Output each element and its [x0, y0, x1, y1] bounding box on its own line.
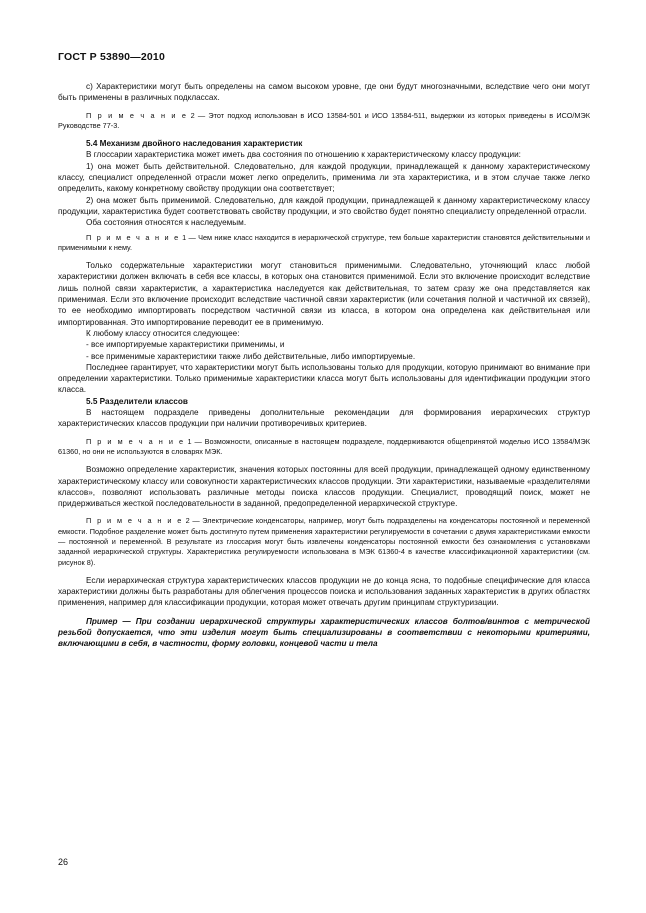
example-text: Пример — При создании иерархической структуры характеристических классов болтов/винтов с метрической резьбой допускается, что эти изделия могут быть специализированы в соответствии с некоторыми критериями, включающими в себя, в частности, форму головки, концевой части и тела — [58, 616, 590, 649]
note-1-hierarchy — [58, 233, 590, 254]
note-label: П р и м е ч а н и е — [86, 516, 183, 526]
note-text: 2 — Этот подход использован в ИСО 13584-501 и ИСО 13584-511, выдержки из которых приведены в ИСО/МЭК Руководстве 77-3. — [58, 110, 590, 130]
paragraph: Оба состояния относятся к наследуемым. — [86, 218, 247, 228]
paragraph: Последнее гарантирует, что характеристики могут быть использованы только для продукции, которую принимают во внимание при определении характеристики. Только применимые характеристики класса могут быть использованы для идентификации продукции этого класса. — [58, 362, 590, 395]
section-5-5-heading: 5.5 Разделители классов — [86, 396, 188, 406]
note-2-iso — [58, 111, 590, 132]
note-text: 1 — Возможности, описанные в настоящем подразделе, поддерживаются общепринятой моделью ИСО 13584/МЭК 61360, но они не используются в словарях МЭК. — [58, 436, 591, 456]
note-2-capacitors — [58, 516, 590, 567]
paragraph: В настоящем подразделе приведены дополнительные рекомендации для формирования иерархических структур характеристических классов продукции при наличии противоречивых критериев. — [58, 408, 590, 429]
note-label: П р и м е ч а н и е — [86, 436, 185, 446]
list-item-2: 2) она может быть применимой. Следовательно, для каждой продукции, принадлежащей к данному характеристическому классу продукции, характеристика будет соответствовать свойству продукции, и это свойство будет понятно специалисту определенной отрасли. — [58, 195, 590, 216]
note-1-model — [58, 437, 590, 458]
section-5-4-heading: 5.4 Механизм двойного наследования характеристик — [86, 139, 303, 149]
paragraph: К любому классу относится следующее: — [86, 328, 240, 338]
note-label: П р и м е ч а н и е — [86, 110, 188, 120]
list-item: - все применимые характеристики также либо действительные, либо импортируемые. — [86, 351, 416, 361]
note-text: 2 — Электрические конденсаторы, например, могут быть подразделены на конденсаторы постоянной и переменной емкости. Подобное разделение может быть достигнуто путем применения характеристики регулируемости в сочетании с двумя характеристиками емкости — постоянной и переменной. В результате из глоссария могут быть извлечены конденсаторы постоянной емкости без ознакомления с установками заданной иерархической структуры. Характеристика регулируемости использована в МЭК 61360-4 в качестве классификационной характеристики (см. рисунок 8). — [58, 516, 590, 567]
paragraph-c: с) Характеристики могут быть определены на самом высоком уровне, где они будут многозначными, вследствие чего они могут быть применены в различных подклассах. — [58, 82, 590, 103]
standard-header: ГОСТ Р 53890—2010 — [58, 51, 166, 63]
page-body — [58, 81, 590, 650]
paragraph: Только содержательные характеристики могут становиться применимыми. Следовательно, уточняющий класс любой характеристики должен включать в себя все классы, в которых она становится применимой. Если это включение происходит вследствие лишь полной связи характеристик, а характеристика наследуется как действительная, то затем сразу же она представляется как применимая. Если это включение происходит вследствие частичной связи характеристик (или сочетания полной и частичной их связей), то ее необходимо импортировать посредством частичной связи из класса, в котором она определена как действительная или импортированная. Это импортирование переводит ее в применимую. — [58, 261, 590, 327]
paragraph: Если иерархическая структура характеристических классов продукции не до конца ясна, то подобные специфические для класса характеристики должны быть разработаны для облегчения процессов поиска и использования заданных характеристик в других областях применения, например для классификации продукции, которая может отвечать другим принципам структуризации. — [58, 575, 590, 608]
list-item: - все импортируемые характеристики применимы, и — [86, 340, 285, 350]
list-item-1: 1) она может быть действительной. Следовательно, для каждой продукции, принадлежащей к данному характеристическому классу, специалист определенной отрасли может легко определить, применима ли эта характеристика, и в этом случае также легко определить, какому конкретному свойству продукции она соответствует; — [58, 161, 590, 194]
note-text: 1 — Чем ниже класс находится в иерархической структуре, тем больше характеристик становятся действительными и применимыми к нему. — [58, 232, 590, 252]
note-label: П р и м е ч а н и е — [86, 232, 180, 242]
paragraph: В глоссарии характеристика может иметь два состояния по отношению к характеристическому классу продукции: — [86, 150, 521, 160]
page-number: 26 — [58, 857, 69, 867]
paragraph: Возможно определение характеристик, значения которых постоянны для всей продукции, принадлежащей одному единственному характеристическому классу или совокупности характеристических классов продукции. Эти характеристики, называемые «разделителями классов», позволяют использовать различные методы поиска классов продукции. Специалист, проводящий поиск, может не придерживаться жесткой последовательности в заданной, предопределенной иерархической структуре. — [58, 465, 590, 509]
